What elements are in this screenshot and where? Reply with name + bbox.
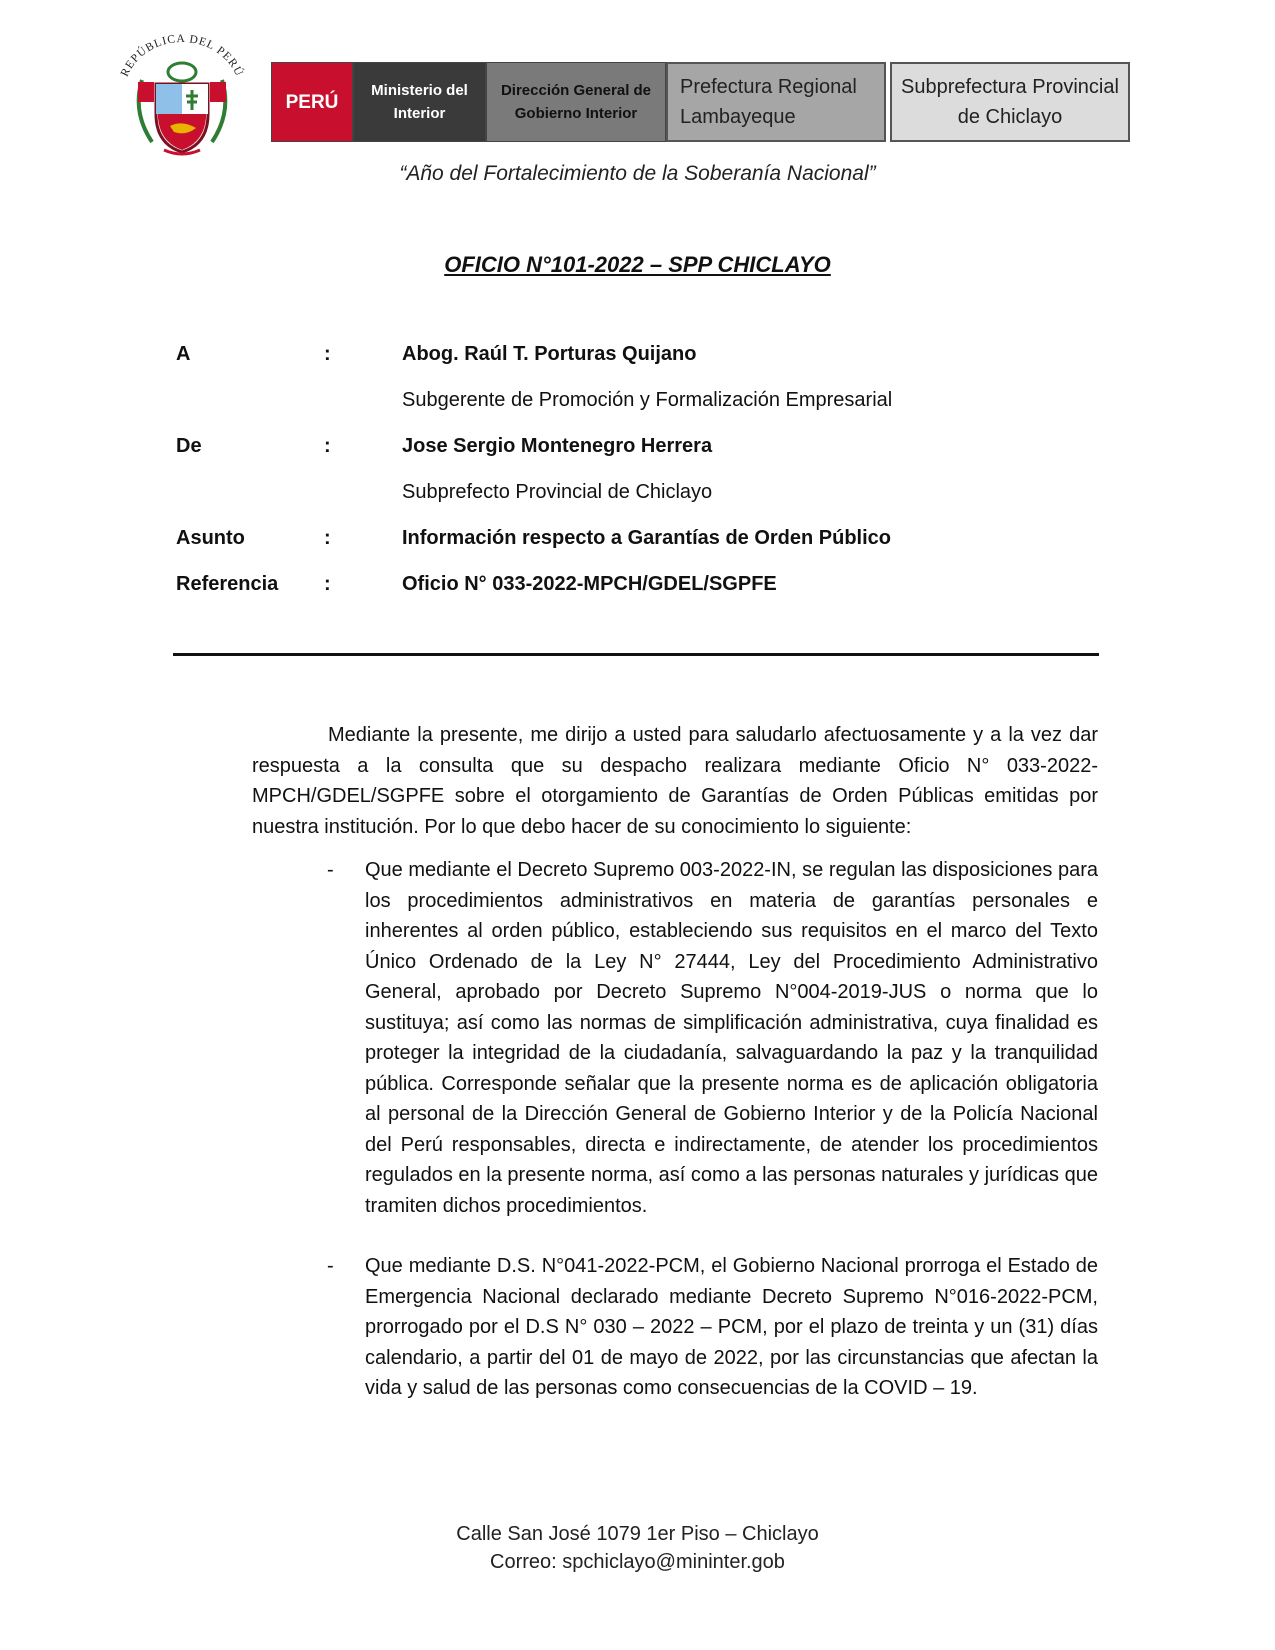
document-title: OFICIO N°101-2022 – SPP CHICLAYO [444, 252, 831, 277]
reference-value: Oficio N° 033-2022-MPCH/GDEL/SGPFE [402, 573, 777, 595]
to-role: Subgerente de Promoción y Formalización Empresarial [402, 389, 893, 411]
from-role: Subprefecto Provincial de Chiclayo [402, 481, 713, 503]
letter-body [252, 720, 1098, 1434]
colon: : [324, 435, 331, 457]
header-peru: PERÚ [271, 62, 353, 142]
divider-line [173, 653, 1099, 656]
coat-of-arms-seal [112, 32, 252, 160]
footer-email: Correo: spchiclayo@mininter.gob [490, 1551, 785, 1573]
to-label: A [176, 343, 191, 365]
footer-address: Calle San José 1079 1er Piso – Chiclayo [456, 1523, 819, 1545]
from-label: De [176, 435, 202, 457]
bullet-list [252, 855, 1098, 1404]
bullet-text-1: Que mediante el Decreto Supremo 003-2022-IN, se regulan las disposiciones para los procedimientos administrativos en materia de garantías personales e inherentes al orden público, estableciendo sus requisitos en el marco del Texto Único Ordenado de la Ley N° 27444, Ley del Procedimiento Administrativo General, aprobado por Decreto Supremo N°004-2019-JUS o norma que lo sustituya; así como las normas de simplificación administrativa, cuya finalidad es proteger la integridad de la ciudadanía, salvaguardando la paz y la tranquilidad pública. Corresponde señalar que la presente norma es de aplicación obligatoria al personal de la Dirección General de Gobierno Interior y de la Policía Nacional del Perú responsables, directa e indirectamente, de atender los procedimientos regulados en la presente norma, así como a las personas naturales y jurídicas que tramiten dichos procedimientos. [365, 859, 1098, 1217]
colon: : [324, 527, 331, 549]
header-subprefectura: Subprefectura Provincial de Chiclayo [890, 62, 1130, 142]
from-name: Jose Sergio Montenegro Herrera [402, 435, 713, 457]
coat-of-arms-icon [112, 32, 252, 160]
colon: : [324, 343, 331, 365]
header-direccion: Dirección General de Gobierno Interior [486, 62, 666, 142]
header-prefectura: Prefectura Regional Lambayeque [666, 62, 886, 142]
year-motto: “Año del Fortalecimiento de la Soberanía Nacional” [399, 162, 876, 185]
svg-text:REPÚBLICA DEL PERÚ [119, 33, 247, 79]
list-item [252, 1251, 1098, 1404]
bullet-dash: - [327, 1255, 334, 1277]
reference-label: Referencia [176, 573, 279, 595]
list-item [252, 855, 1098, 1221]
colon: : [324, 573, 331, 595]
bullet-dash: - [327, 859, 334, 881]
institution-header [271, 62, 1130, 142]
subject-label: Asunto [176, 527, 245, 549]
to-name: Abog. Raúl T. Porturas Quijano [402, 343, 697, 365]
page-footer [0, 1520, 1275, 1576]
header-ministerio: Ministerio del Interior [353, 62, 486, 142]
bullet-text-2: Que mediante D.S. N°041-2022-PCM, el Gobierno Nacional prorroga el Estado de Emergencia Nacional declarado mediante Decreto Supremo N°016-2022-PCM, prorrogado por el D.S N° 030 – 2022 – PCM, por el plazo de treinta y un (31) días calendario, a partir del 01 de mayo de 2022, por las circunstancias que afectan la vida y salud de las personas como consecuencias de la COVID – 19. [365, 1255, 1098, 1399]
intro-paragraph: Mediante la presente, me dirijo a usted para saludarlo afectuosamente y a la vez dar respuesta a la consulta que su despacho realizara mediante Oficio N° 033-2022-MPCH/GDEL/SGPFE sobre el otorgamiento de Garantías de Orden Públicas emitidas por nuestra institución. Por lo que debo hacer de su conocimiento lo siguiente: [252, 724, 1098, 838]
subject-value: Información respecto a Garantías de Orden Público [402, 527, 892, 549]
seal-caption: REPÚBLICA DEL PERÚ [118, 32, 246, 79]
